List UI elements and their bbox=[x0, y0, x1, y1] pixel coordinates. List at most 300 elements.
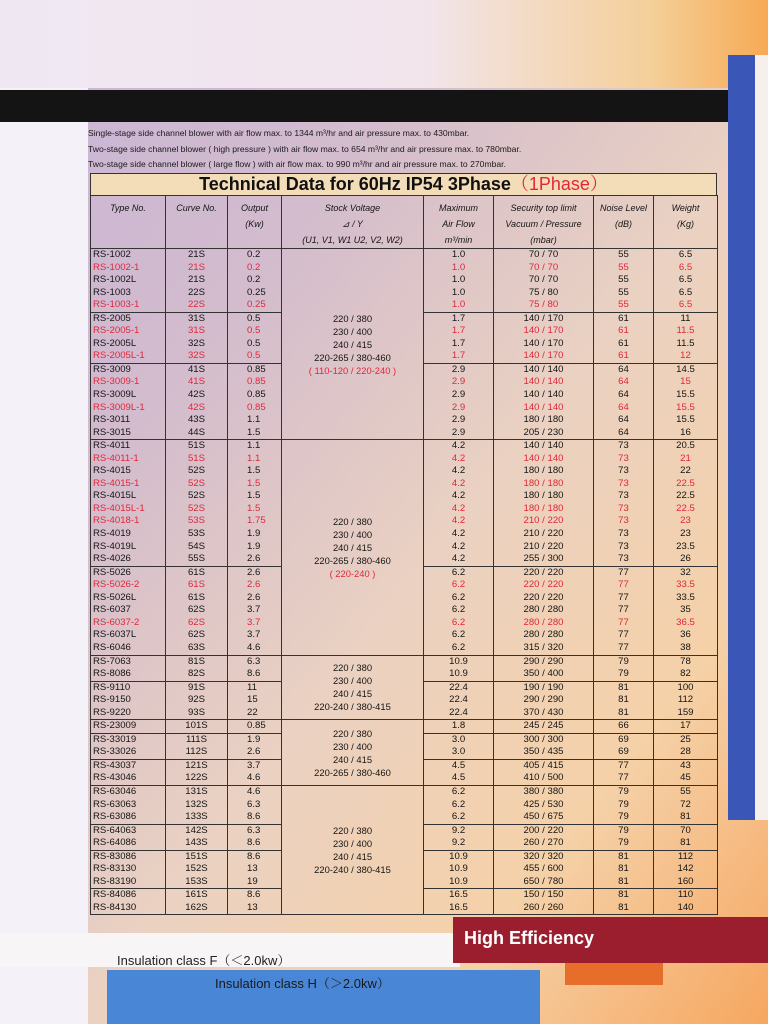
decorative-white-stripe bbox=[755, 55, 768, 820]
cell-type: RS-3009-1 bbox=[91, 376, 166, 389]
cell-curve: 133S bbox=[166, 811, 228, 824]
cell-air-flow: 1.7 bbox=[424, 312, 494, 325]
cell-curve: 151S bbox=[166, 850, 228, 863]
cell-noise-level: 55 bbox=[594, 287, 654, 300]
table-title-phase: （1Phase） bbox=[510, 174, 608, 194]
high-efficiency-label: High Efficiency bbox=[464, 928, 595, 948]
cell-noise-level: 79 bbox=[594, 799, 654, 812]
cell-air-flow: 9.2 bbox=[424, 824, 494, 837]
cell-air-flow: 2.9 bbox=[424, 414, 494, 427]
cell-weight: 11 bbox=[654, 312, 718, 325]
decorative-blue-stripe bbox=[728, 55, 755, 820]
cell-security-limit: 255 / 300 bbox=[494, 553, 594, 566]
cell-security-limit: 455 / 600 bbox=[494, 863, 594, 876]
cell-air-flow: 4.2 bbox=[424, 553, 494, 566]
cell-curve: 53S bbox=[166, 528, 228, 541]
cell-noise-level: 79 bbox=[594, 655, 654, 668]
cell-type: RS-5026L bbox=[91, 592, 166, 605]
voltage-line: 230 / 400 bbox=[332, 838, 373, 850]
cell-security-limit: 180 / 180 bbox=[494, 478, 594, 491]
cell-curve: 91S bbox=[166, 681, 228, 694]
cell-type: RS-4019L bbox=[91, 541, 166, 554]
cell-weight: 32 bbox=[654, 566, 718, 579]
cell-weight: 25 bbox=[654, 733, 718, 746]
cell-curve: 51S bbox=[166, 440, 228, 453]
cell-weight: 55 bbox=[654, 785, 718, 798]
cell-weight: 14.5 bbox=[654, 363, 718, 376]
cell-curve: 142S bbox=[166, 824, 228, 837]
cell-air-flow: 2.9 bbox=[424, 427, 494, 440]
cell-noise-level: 73 bbox=[594, 503, 654, 516]
cell-security-limit: 260 / 270 bbox=[494, 837, 594, 850]
cell-output: 22 bbox=[228, 707, 282, 720]
cell-curve: 52S bbox=[166, 478, 228, 491]
cell-weight: 72 bbox=[654, 799, 718, 812]
cell-stock-voltage bbox=[282, 249, 424, 440]
cell-output: 4.6 bbox=[228, 642, 282, 655]
cell-type: RS-2005L bbox=[91, 338, 166, 351]
cell-noise-level: 61 bbox=[594, 350, 654, 363]
cell-curve: 41S bbox=[166, 376, 228, 389]
cell-type: RS-5026 bbox=[91, 566, 166, 579]
cell-output: 0.85 bbox=[228, 389, 282, 402]
cell-weight: 36 bbox=[654, 629, 718, 642]
voltage-line: 220 / 380 bbox=[332, 727, 373, 739]
cell-air-flow: 3.0 bbox=[424, 746, 494, 759]
cell-output: 0.5 bbox=[228, 350, 282, 363]
cell-security-limit: 290 / 290 bbox=[494, 694, 594, 707]
cell-curve: 32S bbox=[166, 338, 228, 351]
cell-curve: 42S bbox=[166, 389, 228, 402]
cell-noise-level: 64 bbox=[594, 402, 654, 415]
cell-security-limit: 405 / 415 bbox=[494, 759, 594, 772]
cell-security-limit: 350 / 435 bbox=[494, 746, 594, 759]
cell-weight: 6.5 bbox=[654, 299, 718, 312]
cell-noise-level: 73 bbox=[594, 478, 654, 491]
voltage-line: 220-240 / 380-415 bbox=[314, 864, 391, 876]
cell-air-flow: 10.9 bbox=[424, 668, 494, 681]
cell-security-limit: 650 / 780 bbox=[494, 876, 594, 889]
table-title-main: Technical Data for 60Hz IP54 3Phase bbox=[199, 174, 511, 194]
cell-weight: 70 bbox=[654, 824, 718, 837]
cell-type: RS-64063 bbox=[91, 824, 166, 837]
insulation-class-f: Insulation class F（＜2.0kw） bbox=[117, 953, 291, 968]
cell-output: 11 bbox=[228, 681, 282, 694]
header-black-bar bbox=[0, 90, 768, 122]
cell-noise-level: 77 bbox=[594, 759, 654, 772]
cell-curve: 22S bbox=[166, 299, 228, 312]
cell-air-flow: 10.9 bbox=[424, 863, 494, 876]
cell-security-limit: 280 / 280 bbox=[494, 629, 594, 642]
cell-security-limit: 260 / 260 bbox=[494, 902, 594, 915]
cell-noise-level: 81 bbox=[594, 902, 654, 915]
cell-type: RS-4015-1 bbox=[91, 478, 166, 491]
cell-curve: 51S bbox=[166, 453, 228, 466]
cell-type: RS-63046 bbox=[91, 785, 166, 798]
cell-air-flow: 4.2 bbox=[424, 515, 494, 528]
cell-weight: 12 bbox=[654, 350, 718, 363]
cell-output: 1.1 bbox=[228, 414, 282, 427]
cell-weight: 28 bbox=[654, 746, 718, 759]
intro-line-2: Two-stage side channel blower ( high pressure ) with air flow max. to 654 m³/hr and air pressure max. to 780mbar. bbox=[88, 143, 522, 154]
cell-output: 8.6 bbox=[228, 668, 282, 681]
cell-security-limit: 75 / 80 bbox=[494, 287, 594, 300]
cell-air-flow: 10.9 bbox=[424, 876, 494, 889]
cell-stock-voltage bbox=[282, 720, 424, 786]
cell-weight: 100 bbox=[654, 681, 718, 694]
cell-weight: 35 bbox=[654, 604, 718, 617]
cell-noise-level: 55 bbox=[594, 262, 654, 275]
cell-type: RS-43037 bbox=[91, 759, 166, 772]
cell-output: 1.1 bbox=[228, 453, 282, 466]
cell-type: RS-6046 bbox=[91, 642, 166, 655]
cell-type: RS-63086 bbox=[91, 811, 166, 824]
cell-curve: 31S bbox=[166, 325, 228, 338]
cell-weight: 81 bbox=[654, 837, 718, 850]
voltage-line: 220-240 / 380-415 bbox=[314, 701, 391, 713]
cell-noise-level: 73 bbox=[594, 541, 654, 554]
cell-weight: 78 bbox=[654, 655, 718, 668]
cell-noise-level: 55 bbox=[594, 299, 654, 312]
header-output: Output (Kw) bbox=[228, 196, 282, 249]
cell-curve: 62S bbox=[166, 617, 228, 630]
cell-noise-level: 69 bbox=[594, 746, 654, 759]
cell-air-flow: 6.2 bbox=[424, 604, 494, 617]
cell-noise-level: 77 bbox=[594, 629, 654, 642]
cell-curve: 121S bbox=[166, 759, 228, 772]
cell-type: RS-4015L bbox=[91, 490, 166, 503]
cell-noise-level: 79 bbox=[594, 824, 654, 837]
cell-output: 1.5 bbox=[228, 478, 282, 491]
cell-security-limit: 140 / 140 bbox=[494, 402, 594, 415]
voltage-line: 220-265 / 380-460 bbox=[314, 554, 391, 566]
cell-output: 13 bbox=[228, 863, 282, 876]
cell-type: RS-1003 bbox=[91, 287, 166, 300]
cell-security-limit: 320 / 320 bbox=[494, 850, 594, 863]
cell-output: 0.2 bbox=[228, 274, 282, 287]
cell-curve: 92S bbox=[166, 694, 228, 707]
cell-security-limit: 370 / 430 bbox=[494, 707, 594, 720]
cell-curve: 32S bbox=[166, 350, 228, 363]
cell-type: RS-3015 bbox=[91, 427, 166, 440]
cell-stock-voltage bbox=[282, 440, 424, 655]
cell-air-flow: 4.2 bbox=[424, 440, 494, 453]
cell-security-limit: 180 / 180 bbox=[494, 503, 594, 516]
cell-air-flow: 6.2 bbox=[424, 579, 494, 592]
cell-output: 6.3 bbox=[228, 824, 282, 837]
cell-air-flow: 3.0 bbox=[424, 733, 494, 746]
voltage-line: ( 220-240 ) bbox=[329, 567, 376, 579]
cell-output: 0.5 bbox=[228, 325, 282, 338]
cell-air-flow: 6.2 bbox=[424, 629, 494, 642]
table-body bbox=[91, 249, 718, 915]
cell-security-limit: 140 / 170 bbox=[494, 338, 594, 351]
cell-type: RS-1002L bbox=[91, 274, 166, 287]
cell-security-limit: 280 / 280 bbox=[494, 617, 594, 630]
cell-output: 4.6 bbox=[228, 785, 282, 798]
cell-weight: 6.5 bbox=[654, 274, 718, 287]
cell-type: RS-9220 bbox=[91, 707, 166, 720]
cell-output: 8.6 bbox=[228, 889, 282, 902]
cell-output: 0.85 bbox=[228, 720, 282, 734]
cell-air-flow: 1.0 bbox=[424, 249, 494, 262]
cell-security-limit: 300 / 300 bbox=[494, 733, 594, 746]
technical-data-table bbox=[90, 173, 717, 915]
cell-stock-voltage bbox=[282, 785, 424, 914]
cell-air-flow: 6.2 bbox=[424, 617, 494, 630]
table-row bbox=[91, 440, 718, 453]
intro-line-3: Two-stage side channel blower ( large flow ) with air flow max. to 990 m³/hr and air pressure max. to 270mbar. bbox=[88, 159, 506, 169]
cell-type: RS-4015 bbox=[91, 465, 166, 478]
voltage-line: ( 110-120 / 220-240 ) bbox=[308, 364, 397, 376]
cell-type: RS-63063 bbox=[91, 799, 166, 812]
cell-curve: 143S bbox=[166, 837, 228, 850]
cell-security-limit: 425 / 530 bbox=[494, 799, 594, 812]
cell-curve: 132S bbox=[166, 799, 228, 812]
cell-air-flow: 4.2 bbox=[424, 528, 494, 541]
cell-security-limit: 450 / 675 bbox=[494, 811, 594, 824]
cell-output: 13 bbox=[228, 902, 282, 915]
voltage-line: 230 / 400 bbox=[332, 675, 373, 687]
table-row bbox=[91, 655, 718, 668]
cell-noise-level: 64 bbox=[594, 376, 654, 389]
table-header bbox=[91, 196, 718, 249]
cell-curve: 53S bbox=[166, 515, 228, 528]
cell-security-limit: 220 / 220 bbox=[494, 579, 594, 592]
cell-weight: 15 bbox=[654, 376, 718, 389]
voltage-line: 230 / 400 bbox=[332, 740, 373, 752]
cell-type: RS-6037L bbox=[91, 629, 166, 642]
cell-air-flow: 16.5 bbox=[424, 889, 494, 902]
cell-weight: 23 bbox=[654, 528, 718, 541]
cell-output: 3.7 bbox=[228, 629, 282, 642]
cell-air-flow: 1.0 bbox=[424, 299, 494, 312]
voltage-line: 220 / 380 bbox=[332, 515, 373, 527]
cell-air-flow: 4.2 bbox=[424, 465, 494, 478]
cell-curve: 61S bbox=[166, 566, 228, 579]
cell-security-limit: 140 / 140 bbox=[494, 363, 594, 376]
voltage-line: 220 / 380 bbox=[332, 825, 373, 837]
cell-noise-level: 77 bbox=[594, 592, 654, 605]
cell-weight: 142 bbox=[654, 863, 718, 876]
voltage-line: 240 / 415 bbox=[332, 338, 373, 350]
cell-type: RS-33019 bbox=[91, 733, 166, 746]
cell-weight: 159 bbox=[654, 707, 718, 720]
cell-air-flow: 4.2 bbox=[424, 541, 494, 554]
cell-air-flow: 2.9 bbox=[424, 363, 494, 376]
cell-weight: 33.5 bbox=[654, 579, 718, 592]
voltage-line: 240 / 415 bbox=[332, 541, 373, 553]
cell-noise-level: 73 bbox=[594, 515, 654, 528]
cell-noise-level: 77 bbox=[594, 566, 654, 579]
voltage-line: 230 / 400 bbox=[332, 528, 373, 540]
table-row bbox=[91, 785, 718, 798]
cell-type: RS-5026-2 bbox=[91, 579, 166, 592]
cell-curve: 52S bbox=[166, 503, 228, 516]
cell-curve: 101S bbox=[166, 720, 228, 734]
cell-type: RS-83190 bbox=[91, 876, 166, 889]
cell-curve: 44S bbox=[166, 427, 228, 440]
cell-weight: 22.5 bbox=[654, 490, 718, 503]
cell-security-limit: 200 / 220 bbox=[494, 824, 594, 837]
cell-curve: 93S bbox=[166, 707, 228, 720]
cell-output: 6.3 bbox=[228, 799, 282, 812]
header-curve: Curve No. bbox=[166, 196, 228, 249]
cell-weight: 110 bbox=[654, 889, 718, 902]
header-airflow: Maximum Air Flow m³/min bbox=[424, 196, 494, 249]
cell-air-flow: 1.0 bbox=[424, 287, 494, 300]
cell-type: RS-2005L-1 bbox=[91, 350, 166, 363]
cell-weight: 17 bbox=[654, 720, 718, 734]
cell-noise-level: 79 bbox=[594, 668, 654, 681]
cell-noise-level: 81 bbox=[594, 694, 654, 707]
voltage-line: 240 / 415 bbox=[332, 688, 373, 700]
cell-security-limit: 245 / 245 bbox=[494, 720, 594, 734]
cell-curve: 112S bbox=[166, 746, 228, 759]
cell-output: 2.6 bbox=[228, 566, 282, 579]
cell-output: 1.5 bbox=[228, 465, 282, 478]
cell-noise-level: 79 bbox=[594, 785, 654, 798]
cell-curve: 61S bbox=[166, 592, 228, 605]
cell-output: 1.75 bbox=[228, 515, 282, 528]
cell-security-limit: 150 / 150 bbox=[494, 889, 594, 902]
cell-air-flow: 10.9 bbox=[424, 655, 494, 668]
cell-air-flow: 16.5 bbox=[424, 902, 494, 915]
cell-type: RS-9150 bbox=[91, 694, 166, 707]
cell-output: 0.25 bbox=[228, 287, 282, 300]
cell-security-limit: 180 / 180 bbox=[494, 414, 594, 427]
cell-security-limit: 140 / 140 bbox=[494, 440, 594, 453]
cell-weight: 6.5 bbox=[654, 287, 718, 300]
cell-output: 2.6 bbox=[228, 592, 282, 605]
cell-weight: 15.5 bbox=[654, 389, 718, 402]
cell-output: 4.6 bbox=[228, 772, 282, 785]
cell-security-limit: 205 / 230 bbox=[494, 427, 594, 440]
cell-type: RS-2005-1 bbox=[91, 325, 166, 338]
spec-table bbox=[90, 195, 718, 915]
cell-security-limit: 220 / 220 bbox=[494, 592, 594, 605]
cell-noise-level: 73 bbox=[594, 453, 654, 466]
cell-noise-level: 81 bbox=[594, 876, 654, 889]
cell-air-flow: 1.7 bbox=[424, 325, 494, 338]
cell-stock-voltage bbox=[282, 655, 424, 720]
cell-noise-level: 55 bbox=[594, 274, 654, 287]
cell-security-limit: 140 / 170 bbox=[494, 350, 594, 363]
cell-weight: 22.5 bbox=[654, 478, 718, 491]
cell-noise-level: 79 bbox=[594, 811, 654, 824]
cell-output: 1.1 bbox=[228, 440, 282, 453]
orange-accent-bar bbox=[565, 963, 663, 985]
cell-curve: 162S bbox=[166, 902, 228, 915]
cell-air-flow: 6.2 bbox=[424, 811, 494, 824]
cell-type: RS-3009 bbox=[91, 363, 166, 376]
cell-security-limit: 210 / 220 bbox=[494, 528, 594, 541]
cell-security-limit: 75 / 80 bbox=[494, 299, 594, 312]
cell-output: 2.6 bbox=[228, 746, 282, 759]
cell-output: 0.85 bbox=[228, 402, 282, 415]
cell-output: 8.6 bbox=[228, 837, 282, 850]
cell-output: 1.5 bbox=[228, 427, 282, 440]
cell-type: RS-4015L-1 bbox=[91, 503, 166, 516]
cell-output: 1.9 bbox=[228, 528, 282, 541]
cell-weight: 23.5 bbox=[654, 541, 718, 554]
voltage-line: 220-265 / 380-460 bbox=[314, 351, 391, 363]
cell-weight: 22 bbox=[654, 465, 718, 478]
cell-output: 1.9 bbox=[228, 541, 282, 554]
cell-output: 3.7 bbox=[228, 604, 282, 617]
table-row bbox=[91, 249, 718, 262]
cell-type: RS-84130 bbox=[91, 902, 166, 915]
intro-line-1: Single-stage side channel blower with air flow max. to 1344 m³/hr and air pressure max. to 430mbar. bbox=[88, 128, 470, 138]
cell-air-flow: 6.2 bbox=[424, 642, 494, 655]
cell-weight: 38 bbox=[654, 642, 718, 655]
cell-noise-level: 81 bbox=[594, 889, 654, 902]
cell-security-limit: 70 / 70 bbox=[494, 274, 594, 287]
cell-curve: 52S bbox=[166, 465, 228, 478]
cell-noise-level: 77 bbox=[594, 642, 654, 655]
cell-weight: 43 bbox=[654, 759, 718, 772]
cell-curve: 31S bbox=[166, 312, 228, 325]
cell-output: 1.5 bbox=[228, 503, 282, 516]
cell-air-flow: 6.2 bbox=[424, 785, 494, 798]
cell-security-limit: 220 / 220 bbox=[494, 566, 594, 579]
header-voltage: Stock Voltage ⊿ / Y (U1, V1, W1 U2, V2, W2) bbox=[282, 196, 424, 249]
cell-security-limit: 290 / 290 bbox=[494, 655, 594, 668]
cell-curve: 111S bbox=[166, 733, 228, 746]
cell-type: RS-4018-1 bbox=[91, 515, 166, 528]
cell-curve: 62S bbox=[166, 629, 228, 642]
cell-noise-level: 77 bbox=[594, 579, 654, 592]
cell-noise-level: 73 bbox=[594, 465, 654, 478]
cell-air-flow: 1.8 bbox=[424, 720, 494, 734]
cell-security-limit: 210 / 220 bbox=[494, 541, 594, 554]
cell-type: RS-7063 bbox=[91, 655, 166, 668]
cell-air-flow: 1.7 bbox=[424, 338, 494, 351]
cell-noise-level: 81 bbox=[594, 850, 654, 863]
cell-weight: 11.5 bbox=[654, 338, 718, 351]
cell-output: 0.85 bbox=[228, 363, 282, 376]
table-title bbox=[90, 173, 717, 195]
cell-weight: 11.5 bbox=[654, 325, 718, 338]
cell-output: 0.25 bbox=[228, 299, 282, 312]
cell-output: 3.7 bbox=[228, 759, 282, 772]
cell-security-limit: 140 / 140 bbox=[494, 453, 594, 466]
cell-weight: 82 bbox=[654, 668, 718, 681]
cell-curve: 82S bbox=[166, 668, 228, 681]
cell-curve: 62S bbox=[166, 604, 228, 617]
cell-noise-level: 77 bbox=[594, 772, 654, 785]
cell-type: RS-83130 bbox=[91, 863, 166, 876]
cell-noise-level: 77 bbox=[594, 604, 654, 617]
cell-noise-level: 81 bbox=[594, 681, 654, 694]
cell-type: RS-6037 bbox=[91, 604, 166, 617]
header-type: Type No. bbox=[91, 196, 166, 249]
cell-air-flow: 1.0 bbox=[424, 262, 494, 275]
cell-curve: 152S bbox=[166, 863, 228, 876]
cell-noise-level: 73 bbox=[594, 553, 654, 566]
cell-type: RS-3009L-1 bbox=[91, 402, 166, 415]
cell-air-flow: 6.2 bbox=[424, 592, 494, 605]
cell-weight: 140 bbox=[654, 902, 718, 915]
cell-noise-level: 64 bbox=[594, 389, 654, 402]
cell-security-limit: 180 / 180 bbox=[494, 490, 594, 503]
cell-curve: 63S bbox=[166, 642, 228, 655]
cell-weight: 23 bbox=[654, 515, 718, 528]
cell-noise-level: 73 bbox=[594, 490, 654, 503]
cell-type: RS-6037-2 bbox=[91, 617, 166, 630]
cell-security-limit: 190 / 190 bbox=[494, 681, 594, 694]
cell-air-flow: 2.9 bbox=[424, 402, 494, 415]
